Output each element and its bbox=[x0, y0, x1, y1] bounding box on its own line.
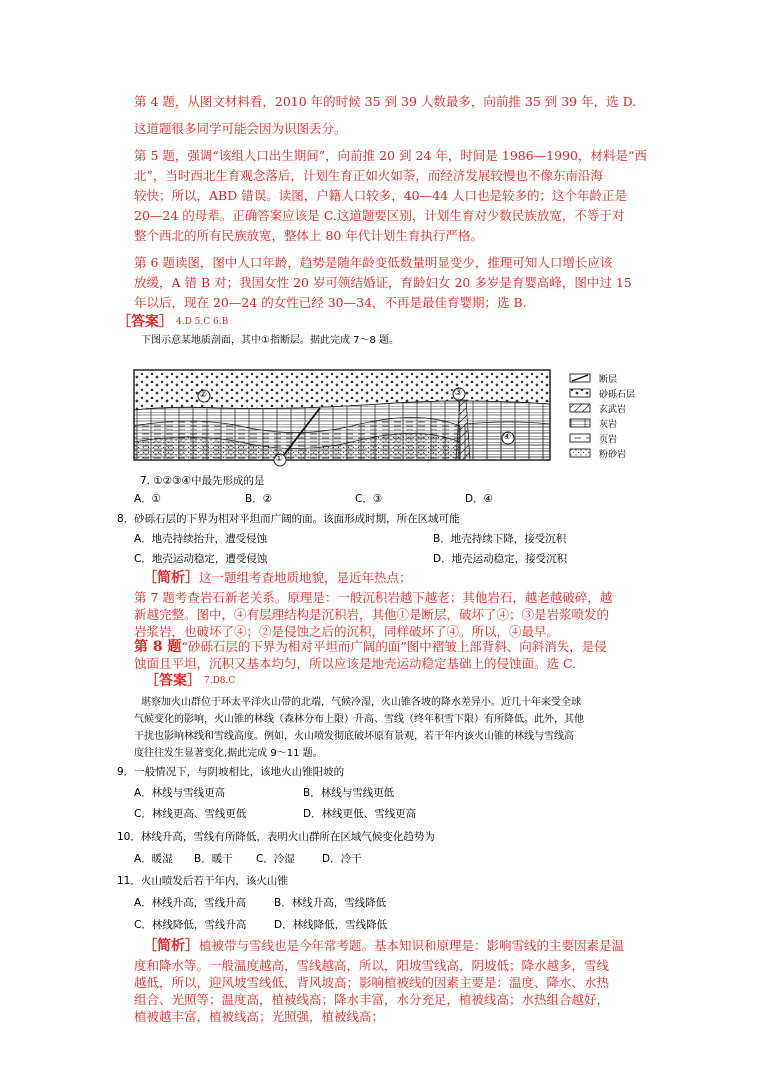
q10-option-d: D．冷干 bbox=[322, 853, 362, 865]
text-line: 第 4 题，从图文材料看，2010 年的时候 35 到 39 人数最多，向前推 35 到 39 年，选 D. bbox=[134, 94, 637, 109]
answer-value: 4.D 5.C 6.B bbox=[176, 317, 229, 327]
analysis-7-8 bbox=[143, 569, 663, 587]
geology-figure bbox=[130, 364, 640, 468]
legend-gravel: 砂砾石层 bbox=[599, 390, 636, 400]
text-line: 北”，当时西北生育观念落后，计划生育正如火如荼，而经济发展较慢也不像东南沿海 bbox=[134, 168, 603, 183]
analysis-first: 这一题组考查地质地貌，是近年热点； bbox=[199, 570, 412, 585]
intro-7-8: 下图示意某地质剖面，其中①指断层。据此完成 7～8 题。 bbox=[141, 335, 400, 346]
text-line: 第 5 题，强调“该组人口出生期间”，向前推 20 到 24 年，时间是 1986—1990，材料是“西 bbox=[134, 148, 647, 163]
passage-line: 堪察加火山群位于环太平洋火山带的北端，气候冷湿，火山锥各坡的降水差异小。近几十年来受全球 bbox=[141, 697, 581, 708]
text-line: 第 6 题读图，图中人口年龄，趋势是随年龄变低数量明显变少，推理可知人口增长应该 bbox=[134, 255, 613, 270]
legend-limestone: 灰岩 bbox=[599, 420, 618, 430]
text-line: 这道题很多同学可能会因为识图丢分。 bbox=[134, 121, 347, 136]
text-line: 整个西北的所有民族放宽，整体上 80 年代计划生育执行严格。 bbox=[134, 228, 483, 243]
text-line: 放缓，A 错 B 对；我国女性 20 岁可领结婚证，育龄妇女 20 多岁是育婴高峰，图中过 15 bbox=[134, 275, 632, 290]
q10-option-b: B．暖干 bbox=[194, 853, 233, 865]
cross-section-diagram bbox=[130, 364, 640, 468]
q8-stem: 8．砂砾石层的下界为相对平坦而广阔的面。该面形成时期，所在区域可能 bbox=[117, 513, 460, 525]
q11-stem: 11．火山喷发后若干年内，该火山锥 bbox=[117, 875, 288, 887]
label-3: ③ bbox=[454, 388, 463, 398]
q11-option-b: B．林线升高，雪线降低 bbox=[274, 897, 387, 909]
q8-analysis-line: “砂砾石层的下界为相对平坦而广阔的面”图中褶皱上部背斜、向斜消失，是侵 bbox=[181, 639, 607, 654]
analysis-line: 度和降水等。一般温度越高，雪线越高，所以，阳坡雪线高，阴坡低；降水越多，雪线 bbox=[134, 958, 610, 973]
q8-analysis-head: 第 8 题 bbox=[134, 639, 182, 655]
label-4: ④ bbox=[503, 432, 512, 442]
q10-option-a: A．暖湿 bbox=[134, 853, 173, 865]
q7-option-c: C．③ bbox=[355, 493, 383, 505]
passage-line: 干扰也影响林线和雪线高度。例如，火山喷发彻底破坏原有景观，若干年内该火山锥的林线与雪线高 bbox=[134, 731, 574, 742]
text-line: 较快；所以，ABD 错误。读图，户籍人口较多，40—44 人口也是较多的；这个年龄正是 bbox=[134, 188, 627, 203]
q8-analysis bbox=[134, 638, 654, 656]
q9-option-d: D．林线更低、雪线更高 bbox=[303, 808, 417, 820]
q9-option-a: A．林线与雪线更高 bbox=[134, 787, 226, 799]
q7-stem: 7. ①②③④中最先形成的是 bbox=[140, 475, 265, 487]
q7-option-d: D．④ bbox=[465, 493, 493, 505]
q11-option-c: C．林线降低，雪线升高 bbox=[134, 919, 247, 931]
q11-option-d: D．林线降低，雪线降低 bbox=[274, 919, 388, 931]
analysis-tag: ［简析］ bbox=[143, 938, 199, 954]
q8-option-a: A．地壳持续抬升，遭受侵蚀 bbox=[134, 533, 268, 545]
analysis-tag: ［简析］ bbox=[143, 570, 199, 586]
q9-stem: 9．一般情况下，与阴坡相比，该地火山锥阳坡的 bbox=[117, 766, 345, 778]
q7-option-b: B．② bbox=[245, 493, 273, 505]
q7-option-a: A．① bbox=[134, 493, 162, 505]
analysis-9-11 bbox=[143, 937, 658, 955]
analysis-line: 岩浆岩，也破坏了④；②是侵蚀之后的沉积，同样破坏了④。所以，④最早。 bbox=[134, 624, 560, 639]
q8-analysis-line: 蚀面且平坦，沉积又基本均匀，所以应该是地壳运动稳定基础上的侵蚀面。选 C. bbox=[134, 656, 577, 671]
q11-option-a: A．林线升高，雪线升高 bbox=[134, 897, 247, 909]
analysis-line: 越低，所以，迎风坡雪线低，背风坡高；影响植被线的因素主要是：温度、降水、水热 bbox=[134, 975, 610, 990]
passage-line: 气候变化的影响，火山锥的林线（森林分布上限）升高、雪线（终年积雪下限）有所降低。此外，其他 bbox=[134, 714, 584, 725]
q10-option-c: C．冷湿 bbox=[256, 853, 295, 865]
answer-value: 7.D8.C bbox=[204, 676, 236, 686]
answer-tag: ［答案］ bbox=[117, 314, 173, 330]
q10-stem: 10．林线升高，雪线有所降低，表明火山群所在区域气候变化趋势为 bbox=[117, 831, 435, 843]
q8-option-b: B．地壳持续下降，接受沉积 bbox=[433, 533, 567, 545]
q8-option-c: C．地壳运动稳定，遭受侵蚀 bbox=[134, 553, 268, 565]
legend-basalt: 玄武岩 bbox=[599, 405, 627, 415]
q8-option-d: D．地壳运动稳定，接受沉积 bbox=[433, 553, 568, 565]
label-1: ① bbox=[275, 454, 284, 464]
text-line: 20—24 的母辈。正确答案应该是 C.这道题要区别，计划生育对少数民族放宽，不等于对 bbox=[134, 208, 625, 223]
analysis-line: 植被越丰富，植被线高；光照强，植被线高； bbox=[134, 1009, 385, 1024]
q9-option-b: B．林线与雪线更低 bbox=[303, 787, 395, 799]
passage-line: 度往往发生显著变化,据此完成 9～11 题。 bbox=[134, 748, 323, 759]
legend-siltstone: 粉砂岩 bbox=[599, 450, 627, 460]
label-2: ② bbox=[199, 390, 208, 400]
analysis-first: 植被带与雪线也是今年常考题。基本知识和原理是：影响雪线的主要因素是温 bbox=[199, 938, 625, 953]
analysis-line: 组合、光照等；温度高，植被线高；降水丰富，水分充足，植被线高；水热组合越好， bbox=[134, 992, 610, 1007]
legend-shale: 页岩 bbox=[599, 435, 618, 445]
analysis-line: 第 7 题考查岩石新老关系。原理是：一般沉积岩越下越老；其他岩石，越老越破碎，越 bbox=[134, 590, 613, 605]
q9-option-c: C．林线更高、雪线更低 bbox=[134, 808, 247, 820]
legend-fault: 断层 bbox=[599, 375, 618, 385]
answer-tag: ［答案］ bbox=[145, 673, 201, 689]
analysis-line: 新越完整。图中，④有层理结构是沉积岩，其他①是断层，破坏了④；③是岩浆喷发的 bbox=[134, 607, 610, 622]
text-line: 年以后，现在 20—24 的女性已经 30—34，不再是最佳育婴期；选 B. bbox=[134, 295, 527, 310]
